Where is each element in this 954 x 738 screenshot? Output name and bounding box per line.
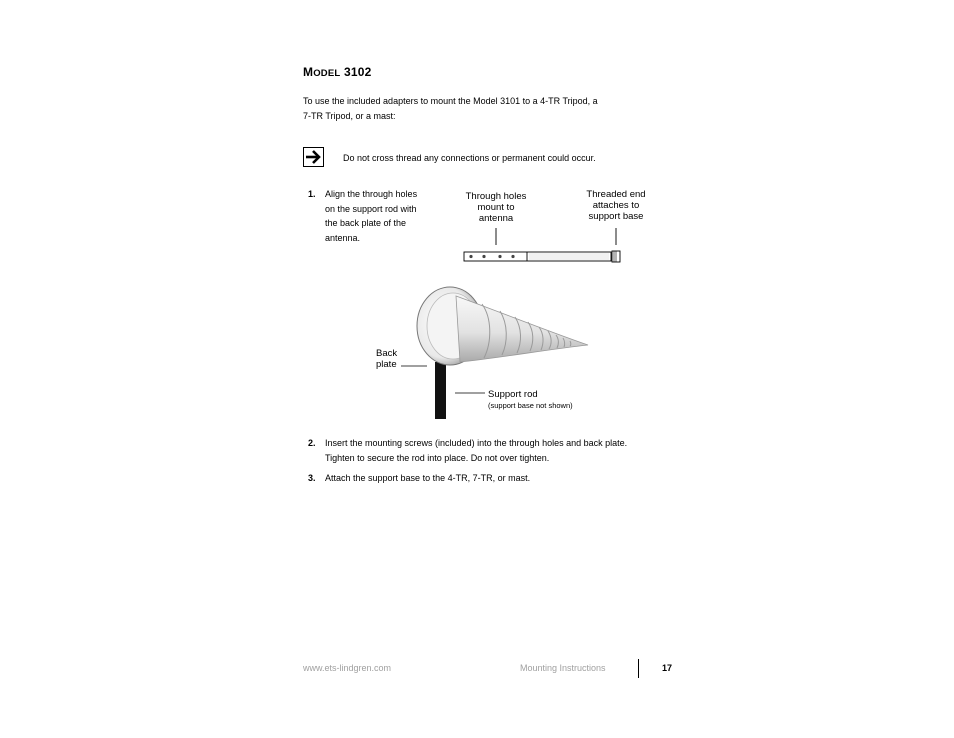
step-number: 2.: [308, 438, 316, 448]
step-number: 3.: [308, 473, 316, 483]
footer-divider: [638, 659, 639, 678]
support-rod-label: Support rod (support base not shown): [488, 389, 573, 410]
footer-section: Mounting Instructions: [520, 663, 606, 673]
intro-paragraph: To use the included adapters to mount the Model 3101 to a 4-TR Tripod, a 7-TR Tripod, or a mast:: [303, 96, 598, 121]
step-text: Attach the support base to the 4-TR, 7-TR, or mast.: [325, 473, 531, 483]
step-text: Insert the mounting screws (included) into the through holes and back plate. Tighten to secure the rod into place. Do not over tighten.: [325, 438, 628, 463]
step-text: Align the through holes on the support rod with the back plate of the antenna.: [325, 189, 418, 243]
note-text: Do not cross thread any connections or permanent could occur.: [343, 153, 596, 163]
section-heading: MODEL 3102: [303, 65, 372, 79]
step-number: 1.: [308, 189, 316, 199]
back-plate-label: Back plate: [376, 348, 398, 370]
threaded-end-label: Threaded end attaches to support base: [586, 189, 646, 222]
through-holes-label: Through holes mount to antenna: [465, 191, 527, 224]
footer-website: www.ets-lindgren.com: [303, 663, 392, 673]
page-number: 17: [662, 663, 673, 673]
support-rod-drawing: [460, 226, 630, 266]
arrow-right-icon: [303, 147, 324, 167]
